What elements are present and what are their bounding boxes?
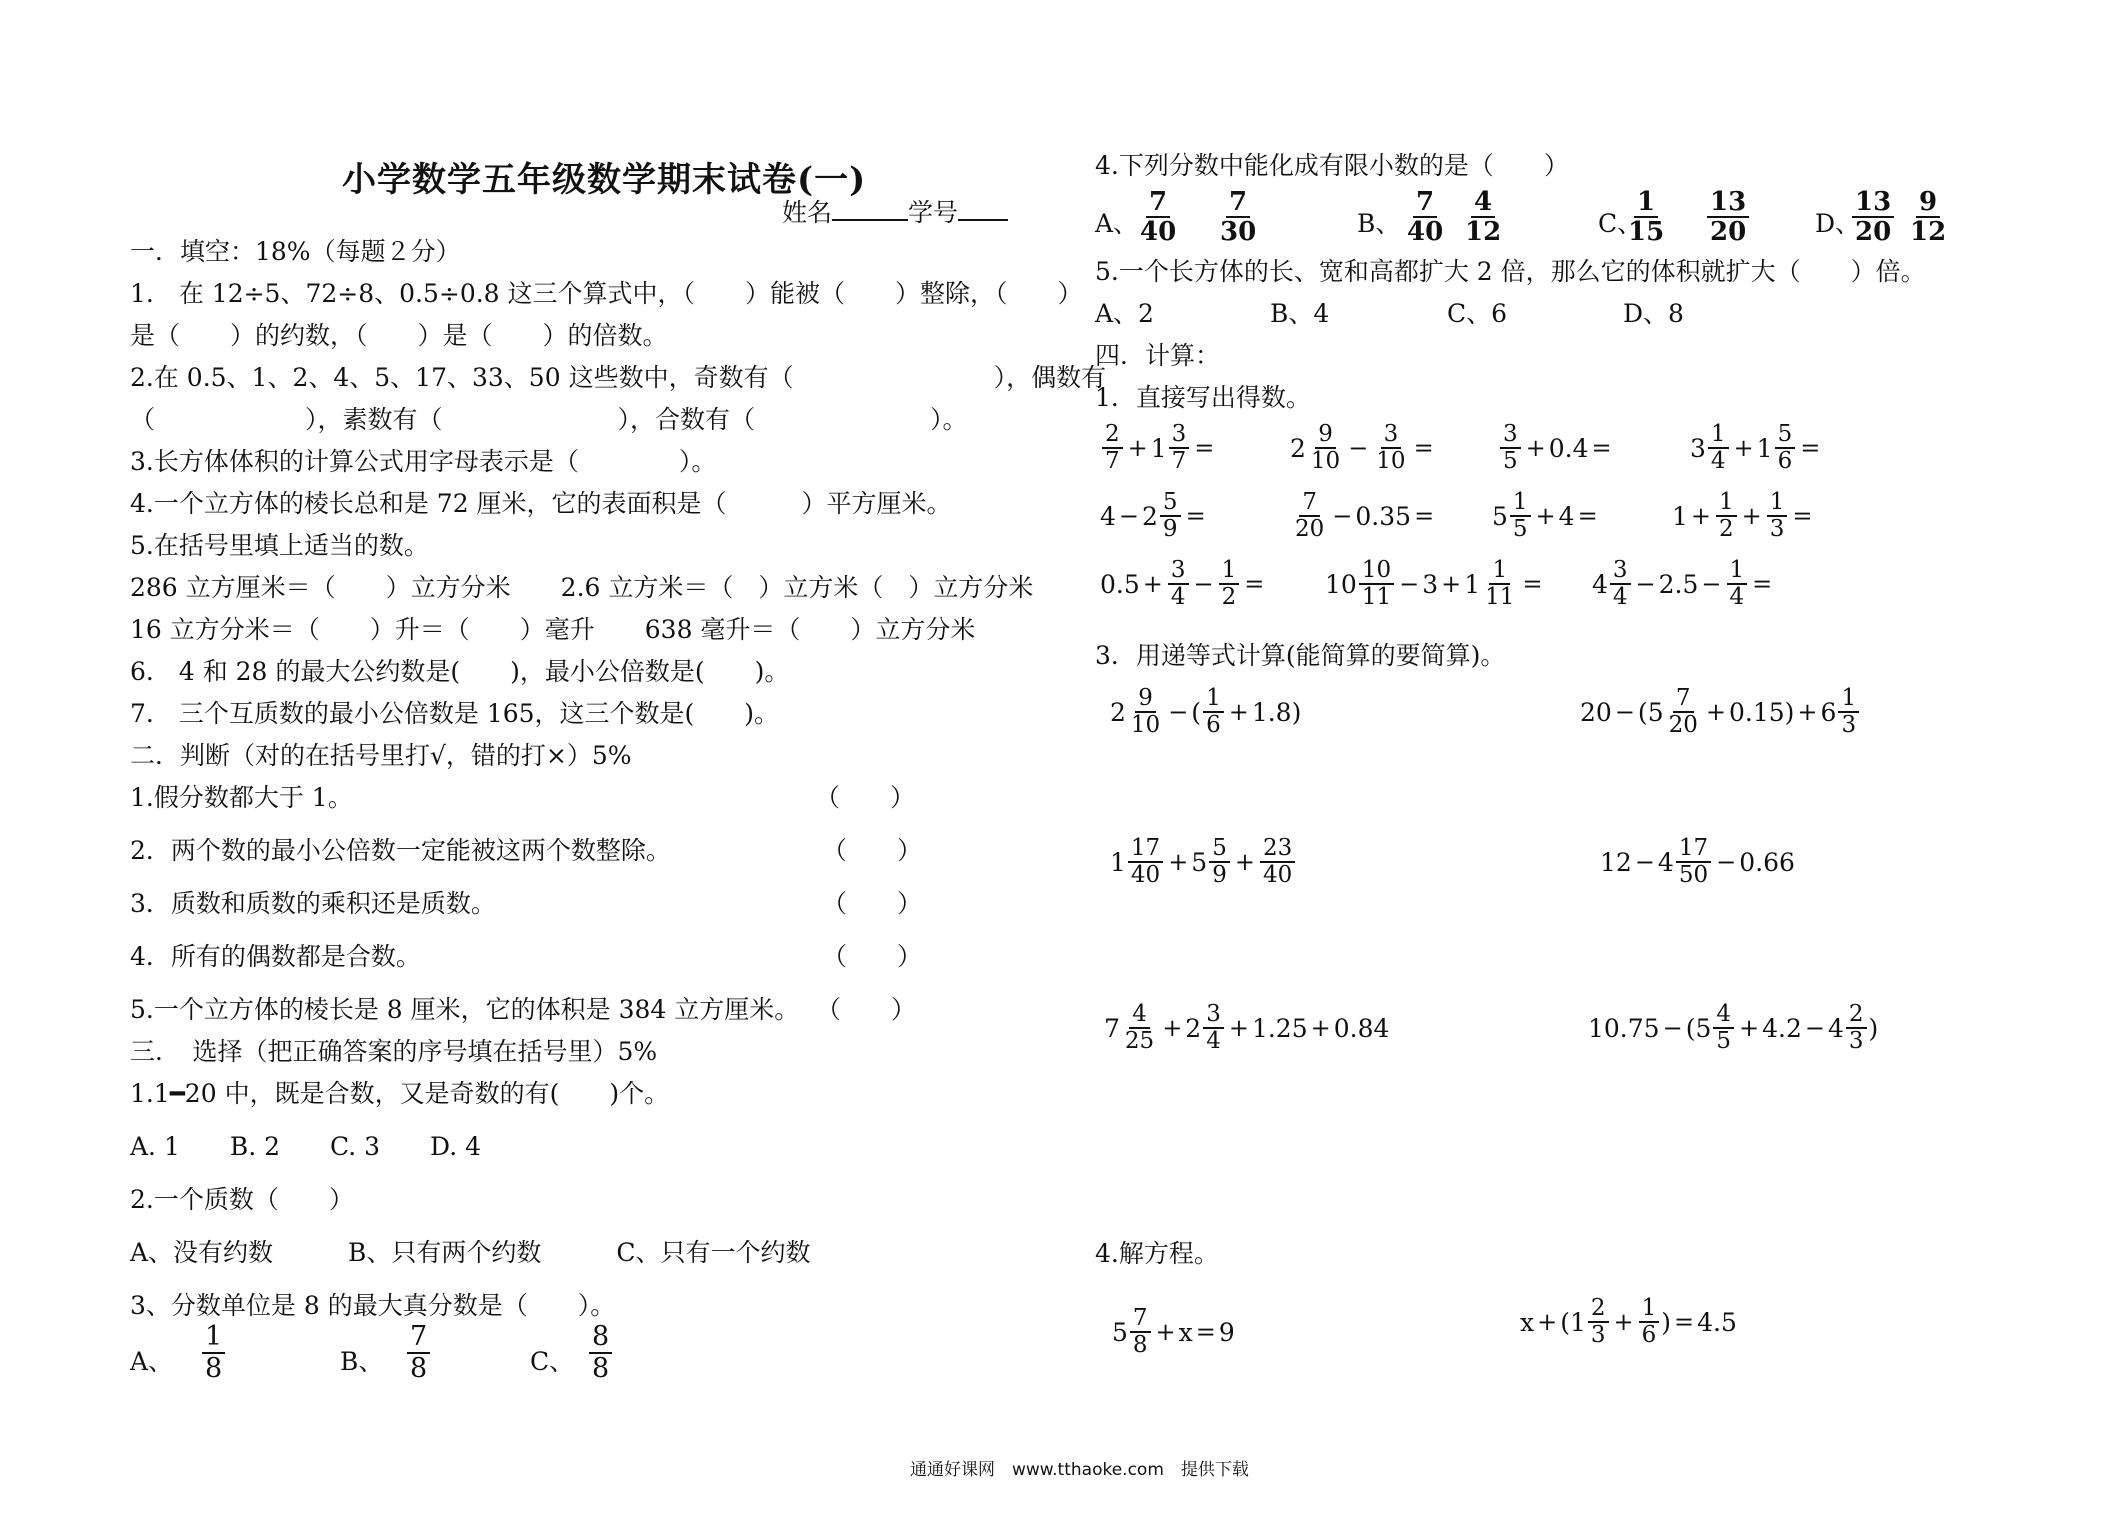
q5-option-c: C、6 bbox=[1447, 299, 1508, 328]
s3-q3: 3、分数单位是 8 的最大真分数是（ ）。 bbox=[130, 1291, 616, 1320]
step-calc-2: 20 − ( 5 $\frac{7}{20}$ + 0.15 ) + 6 $\frac{1}{3}$ bbox=[1580, 686, 1861, 738]
s4-sub4: 4.解方程。 bbox=[1095, 1239, 1219, 1268]
s2-paren-2: （ ） bbox=[822, 836, 923, 865]
q4-b-frac-1: $\frac{7}{40}$ bbox=[1407, 187, 1444, 247]
section4-heading: 四．计算： bbox=[1095, 341, 1221, 370]
step-calc-6: 10.75 − ( 5 $\frac{4}{5}$ + 4.2 − 4 $\frac{2}{3}$ ) bbox=[1588, 1001, 1879, 1054]
step-calc-3: 1 $\frac{17}{40}$ + 5 $\frac{5}{9}$ + $\frac{23}{40}$ bbox=[1110, 836, 1297, 888]
equation-1: 5 $\frac{7}{8}$ + x = 9 bbox=[1112, 1305, 1235, 1358]
s1-q2-line2: （ ），素数有（ ），合数有（ ）。 bbox=[130, 405, 968, 434]
s3-q2-options: A、没有约数 B、只有两个约数 C、只有一个约数 bbox=[130, 1238, 811, 1267]
calc-11: 4 $\frac{3}{4}$ − 2.5 − $\frac{1}{4}$ = bbox=[1592, 557, 1773, 610]
calc-5: 4 − 2 $\frac{5}{9}$ = bbox=[1100, 489, 1206, 542]
q5-option-d: D、8 bbox=[1623, 299, 1684, 328]
calc-8: 1 + $\frac{1}{2}$ + $\frac{1}{3}$ = bbox=[1672, 489, 1813, 542]
q4-option-c-label: C、 bbox=[1598, 209, 1643, 238]
s3-q4: 4.下列分数中能化成有限小数的是（ ） bbox=[1095, 151, 1569, 180]
s1-q1-line1: 1. 在 12÷5、72÷8、0.5÷0.8 这三个算式中，（ ）能被（ ）整除，（ ） bbox=[130, 279, 1083, 308]
s2-paren-1: （ ） bbox=[815, 783, 916, 812]
number-label: 学号 bbox=[908, 198, 959, 227]
section3-heading: 三． 选择（把正确答案的序号填在括号里）5% bbox=[130, 1037, 658, 1066]
s3-q1: 1.1━20 中，既是合数，又是奇数的有( )个。 bbox=[130, 1079, 670, 1108]
calc-2: 2 $\frac{9}{10}$ − $\frac{3}{10}$ = bbox=[1290, 421, 1434, 474]
s2-item-2: 2．两个数的最小公倍数一定能被这两个数整除。 bbox=[130, 836, 671, 865]
section1-heading: 一．填空：18%（每题２分） bbox=[130, 237, 461, 266]
option-b-fraction: $\frac{7}{8}$ bbox=[407, 1322, 430, 1384]
step-calc-5: 7 $\frac{4}{25}$ + 2 $\frac{3}{4}$ + 1.25 + 0.84 bbox=[1104, 1001, 1390, 1054]
s3-q2: 2.一个质数（ ） bbox=[130, 1185, 354, 1214]
q5-option-a: A、2 bbox=[1095, 299, 1154, 328]
s4-sub3: 3．用递等式计算(能简算的要简算)。 bbox=[1095, 641, 1506, 670]
equation-2: x + ( 1 $\frac{2}{3}$ + $\frac{1}{6}$ ) = 4.5 bbox=[1520, 1295, 1737, 1348]
s2-paren-3: （ ） bbox=[822, 889, 923, 918]
s1-q2-line1: 2.在 0.5、1、2、4、5、17、33、50 这些数中，奇数有（ ），偶数有 bbox=[130, 363, 1107, 392]
q5-option-b: B、4 bbox=[1270, 299, 1330, 328]
page-title: 小学数学五年级数学期末试卷(一) bbox=[342, 160, 867, 200]
q4-b-frac-2: $\frac{4}{12}$ bbox=[1465, 187, 1502, 247]
s2-item-3: 3．质数和质数的乘积还是质数。 bbox=[130, 889, 496, 918]
s2-paren-5: （ ） bbox=[816, 995, 917, 1024]
q4-option-d-label: D、 bbox=[1815, 209, 1861, 238]
s2-item-5: 5.一个立方体的棱长是 8 厘米，它的体积是 384 立方厘米。 bbox=[130, 995, 800, 1024]
calc-1: $\frac{2}{7}$ + 1 $\frac{3}{7}$ = bbox=[1100, 422, 1217, 474]
student-info bbox=[782, 195, 1008, 229]
s1-q5-line2: 16 立方分米＝（ ）升＝（ ）毫升 638 毫升＝（ ）立方分米 bbox=[130, 615, 976, 644]
s1-q6: 6. 4 和 28 的最大公约数是( )，最小公倍数是( )。 bbox=[130, 657, 790, 686]
s2-paren-4: （ ） bbox=[822, 942, 923, 971]
option-b-label: B、 bbox=[340, 1347, 384, 1376]
calc-3: $\frac{3}{5}$ + 0.4 = bbox=[1498, 422, 1615, 474]
q4-option-a-label: A、 bbox=[1095, 209, 1139, 238]
name-blank bbox=[832, 195, 908, 221]
section2-heading: 二．判断（对的在括号里打√，错的打×）5% bbox=[130, 741, 632, 770]
s1-q3: 3.长方体体积的计算公式用字母表示是（ ）。 bbox=[130, 447, 717, 476]
q4-a-frac-1: $\frac{7}{40}$ bbox=[1140, 187, 1177, 247]
s2-item-4: 4．所有的偶数都是合数。 bbox=[130, 942, 421, 971]
name-label: 姓名 bbox=[782, 198, 833, 227]
s3-q5: 5.一个长方体的长、宽和高都扩大 2 倍，那么它的体积就扩大（ ）倍。 bbox=[1095, 257, 1926, 286]
option-a-fraction: $\frac{1}{8}$ bbox=[202, 1322, 225, 1384]
step-calc-4: 12 − 4 $\frac{17}{50}$ − 0.66 bbox=[1600, 835, 1795, 888]
s1-q5-line1: 286 立方厘米＝（ ）立方分米 2.6 立方米＝（ ）立方米（ ）立方分米 bbox=[130, 573, 1034, 602]
number-blank bbox=[958, 195, 1008, 221]
s2-item-1: 1.假分数都大于 1。 bbox=[130, 783, 353, 812]
q4-a-frac-2: $\frac{7}{30}$ bbox=[1220, 187, 1257, 247]
s1-q7: 7. 三个互质数的最小公倍数是 165，这三个数是( )。 bbox=[130, 699, 780, 728]
calc-9: 0.5 + $\frac{3}{4}$ − $\frac{1}{2}$ = bbox=[1100, 557, 1265, 610]
q4-option-b-label: B、 bbox=[1357, 209, 1401, 238]
q4-c-frac-2: $\frac{13}{20}$ bbox=[1707, 188, 1749, 246]
step-calc-1: 2 $\frac{9}{10}$ − ( $\frac{1}{6}$ + 1.8 ) bbox=[1110, 685, 1302, 738]
s3-q1-options: A. 1 B. 2 C. 3 D. 4 bbox=[130, 1132, 482, 1161]
calc-7: 5 $\frac{1}{5}$ + 4 = bbox=[1492, 489, 1598, 542]
q4-c-frac-1: $\frac{1}{15}$ bbox=[1628, 187, 1665, 247]
footer-credit: 通通好课网 www.tthaoke.com 提供下载 bbox=[910, 1460, 1249, 1480]
calc-4: 3 $\frac{1}{4}$ + 1 $\frac{5}{6}$ = bbox=[1690, 421, 1821, 474]
option-a-label: A、 bbox=[130, 1347, 174, 1376]
s1-q4: 4.一个立方体的棱长总和是 72 厘米，它的表面积是（ ）平方厘米。 bbox=[130, 489, 952, 518]
s1-q1-line2: 是（ ）的约数，（ ）是（ ）的倍数。 bbox=[130, 321, 668, 350]
s1-q5: 5.在括号里填上适当的数。 bbox=[130, 531, 429, 560]
s4-sub1: 1．直接写出得数。 bbox=[1095, 383, 1311, 412]
option-c-label: C、 bbox=[530, 1347, 575, 1376]
q4-d-frac-1: $\frac{13}{20}$ bbox=[1852, 188, 1894, 246]
option-c-fraction: $\frac{8}{8}$ bbox=[589, 1322, 612, 1384]
calc-10: 10 $\frac{10}{11}$ − 3 + 1 $\frac{1}{11}$ = bbox=[1325, 557, 1543, 610]
calc-6: $\frac{7}{20}$ − 0.35 = bbox=[1295, 489, 1435, 542]
q4-d-frac-2: $\frac{9}{12}$ bbox=[1910, 187, 1947, 247]
